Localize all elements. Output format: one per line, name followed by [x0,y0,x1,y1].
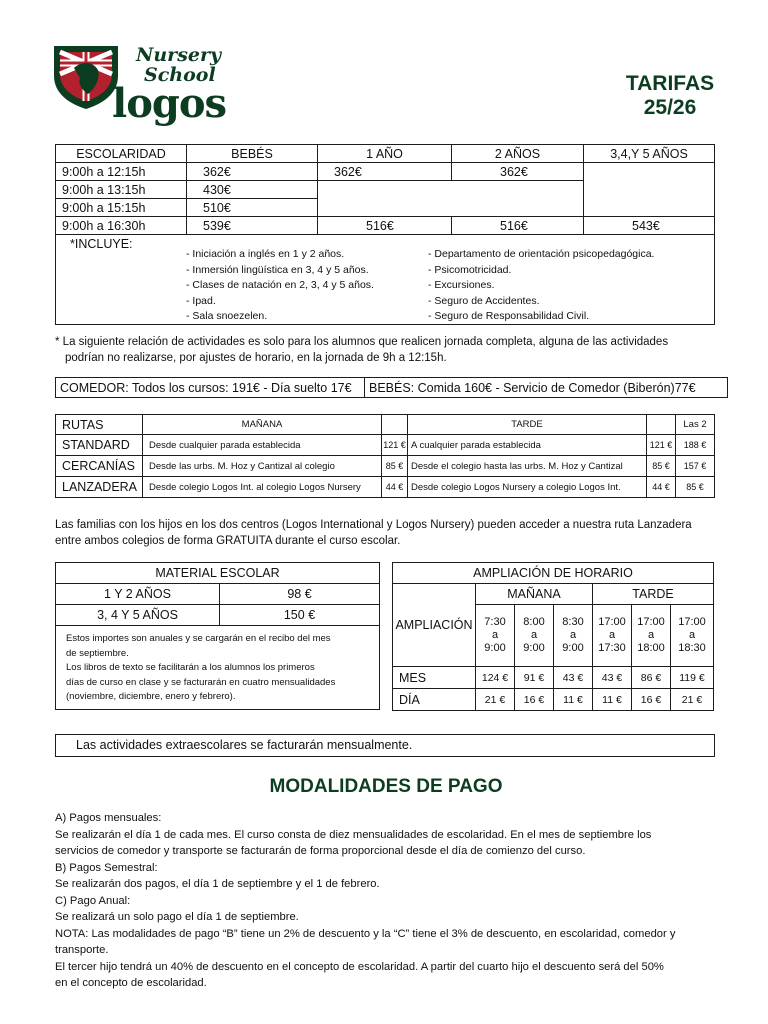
tuition-price: 516€ [452,217,584,235]
include-item: - Departamento de orientación psicopedagógica. [428,248,655,260]
logo [52,44,227,134]
slot-from: 17:00 [598,616,626,628]
slot-from: 17:00 [678,616,706,628]
material-title: MATERIAL ESCOLAR [56,563,380,584]
note-line1: * La siguiente relación de actividades es solo para los alumnos que realicen jornada completa, alguna de las actividades [55,336,669,348]
payment-b-text: Se realizarán dos pagos, el día 1 de septiembre y el 1 de febrero. [55,878,380,890]
brand-line1: Nursery [136,44,222,66]
mes-price: 43 € [554,667,593,689]
routes-header-manana: MAÑANA [143,415,382,435]
route-price: 157 € [676,456,715,477]
route-name: CERCANÍAS [56,456,143,477]
title-line2: 25/26 [643,96,697,119]
slot-from: 8:30 [562,616,584,628]
tuition-price: 516€ [318,217,452,235]
slot-to: 9:00 [562,642,584,654]
includes-box [56,235,715,325]
material-note-line: de septiembre. [66,647,129,659]
routes-header-empty [647,415,676,435]
route-name: STANDARD [56,435,143,456]
slot-to: 17:30 [598,642,626,654]
title-line1: TARIFAS [625,72,715,95]
ampliacion-tarde: TARDE [593,584,714,605]
tuition-header: 3,4,Y 5 AÑOS [584,145,715,163]
mes-label: MES [393,667,476,689]
slot-to: 9:00 [484,642,506,654]
includes-right [428,247,654,325]
dia-price: 11 € [554,689,593,711]
route-price: 121 € [647,435,676,456]
payment-nota1: NOTA: Las modalidades de pago “B” tiene un 2% de descuento y la “C” tiene el 3% de descuento, en escolaridad, comedor y [55,927,676,940]
payment-tercer2: en el concepto de escolaridad. [55,977,207,989]
payment-title: MODALIDADES DE PAGO [269,776,503,797]
slot-to: 18:00 [637,642,665,654]
mes-price: 91 € [515,667,554,689]
mes-price: 119 € [671,667,714,689]
tuition-empty [584,163,715,217]
slot-cell [554,605,593,667]
payment-b-title: B) Pagos Semestral: [55,861,158,874]
tuition-schedule: 9:00h a 13:15h [56,181,187,199]
include-item: - Seguro de Responsabilidad Civil. [428,310,590,322]
slot-a: a [608,629,616,641]
logo-shield-icon [52,44,120,110]
tuition-price: 510€ [187,199,318,217]
tuition-header: BEBÉS [187,145,318,163]
dia-price: 11 € [593,689,632,711]
route-tarde: Desde el colegio hasta las urbs. M. Hoz y Cantizal [408,456,647,477]
extra-text: Las actividades extraescolares se facturarán mensualmente. [76,738,413,752]
tuition-schedule: 9:00h a 12:15h [56,163,187,181]
material-label: 3, 4 Y 5 AÑOS [56,605,220,626]
route-price: 85 € [647,456,676,477]
payment-a-title: A) Pagos mensuales: [55,812,162,824]
include-item: - Clases de natación en 2, 3, 4 y 5 años. [186,279,374,291]
extra-box [55,734,715,757]
activities-note [55,334,725,366]
material-price: 150 € [220,605,380,626]
route-price: 85 € [382,456,408,477]
material-note-line: (noviembre, diciembre, enero y febrero). [66,691,236,702]
route-manana: Desde las urbs. M. Hoz y Cantizal al colegio [143,456,382,477]
tuition-empty [318,181,584,217]
include-item: - Seguro de Accidentes. [428,294,540,307]
comedor-right: BEBÉS: Comida 160€ - Servicio de Comedor (Biberón)77€ [365,378,728,398]
include-item: - Inmersión lingüística en 3, 4 y 5 años. [186,263,369,276]
slot-a: a [688,629,696,641]
route-price: 44 € [382,477,408,498]
slot-cell [593,605,632,667]
include-item: - Ipad. [186,294,216,307]
tuition-schedule: 9:00h a 15:15h [56,199,187,217]
route-manana: Desde cualquier parada establecida [143,435,382,456]
slot-to: 18:30 [678,642,706,654]
tuition-header: 2 AÑOS [452,145,584,163]
material-note-line: Los libros de texto se facilitarán a los alumnos los primeros [66,662,315,673]
include-item: - Iniciación a inglés en 1 y 2 años. [186,248,345,260]
slot-cell [671,605,714,667]
include-item: - Psicomotricidad. [428,263,512,276]
tuition-price: 362€ [318,163,452,181]
routes-header-las2: Las 2 [676,415,715,435]
dia-price: 21 € [671,689,714,711]
payment-text [55,810,725,992]
include-item: - Excursiones. [428,279,495,291]
ampliacion-table [392,562,714,711]
mes-price: 124 € [476,667,515,689]
mes-price: 86 € [632,667,671,689]
tuition-header: 1 AÑO [318,145,452,163]
dia-price: 16 € [632,689,671,711]
ampliacion-manana: MAÑANA [476,584,593,605]
routes-header-tarde: TARDE [408,415,647,435]
include-item: - Sala snoezelen. [186,310,268,322]
route-tarde: A cualquier parada establecida [408,435,647,456]
route-tarde: Desde colegio Logos Nursery a colegio Logos Int. [408,477,647,498]
dia-price: 21 € [476,689,515,711]
route-price: 44 € [647,477,676,498]
tuition-price: 362€ [452,163,584,181]
payment-nota2: transporte. [55,944,109,956]
slot-cell [476,605,515,667]
includes-label: *INCLUYE: [70,237,133,251]
material-table [55,562,380,710]
payment-tercer1: El tercer hijo tendrá un 40% de descuento en el concepto de escolaridad. A partir del cuarto hijo el descuento será del 50% [55,960,664,973]
material-note-line: Estos importes son anuales y se cargarán en el recibo del mes [66,633,331,644]
route-manana: Desde colegio Logos Int. al colegio Logos Nursery [143,477,382,498]
note-line2: podrían no realizarse, por ajustes de horario, en la jornada de 9h a 12:15h. [65,352,447,364]
material-note [56,626,380,710]
slot-from: 8:00 [523,616,545,628]
ampliacion-title: AMPLIACIÓN DE HORARIO [393,563,714,584]
tuition-price: 362€ [187,163,318,181]
comedor-table [55,377,728,398]
routes-header-empty [382,415,408,435]
families-line2: entre ambos colegios de forma GRATUITA durante el curso escolar. [55,535,401,547]
slot-a: a [530,629,538,641]
tuition-header: ESCOLARIDAD [56,145,187,163]
payment-c-title: C) Pago Anual: [55,894,131,907]
tuition-price: 539€ [187,217,318,235]
material-price: 98 € [220,584,380,605]
material-label: 1 Y 2 AÑOS [56,584,220,605]
slot-from: 17:00 [637,616,665,628]
routes-table [55,414,715,498]
slot-a: a [647,629,655,641]
material-note-line: días de curso en clase y se facturarán en cuatro mensualidades [66,676,336,688]
slot-to: 9:00 [523,642,545,654]
routes-header-rutas: RUTAS [56,415,143,435]
tuition-price: 543€ [584,217,715,235]
comedor-left: COMEDOR: Todos los cursos: 191€ - Día suelto 17€ [56,378,365,398]
mes-price: 43 € [593,667,632,689]
route-price: 188 € [676,435,715,456]
includes-left [186,247,374,325]
families-line1: Las familias con los hijos en los dos centros (Logos International y Logos Nursery) pueden acceder a nuestra ruta Lanzadera [55,519,692,531]
tuition-table [55,144,715,325]
dia-price: 16 € [515,689,554,711]
route-name: LANZADERA [56,477,143,498]
dia-label: DÍA [393,689,476,711]
route-price: 121 € [382,435,408,456]
payment-a-text2: servicios de comedor y transporte se facturarán de forma proporcional desde el día de comienzo del curso. [55,845,586,857]
payment-a-text1: Se realizarán el día 1 de cada mes. El curso consta de diez mensualidades de escolaridad. En el mes de septiembre los [55,828,652,841]
slot-from: 7:30 [484,616,506,628]
ampliacion-label: AMPLIACIÓN [393,584,476,667]
brand-line3: logos [112,80,227,127]
slot-a: a [491,629,499,641]
slot-cell [515,605,554,667]
route-price: 85 € [676,477,715,498]
payment-c-text: Se realizará un solo pago el día 1 de septiembre. [55,911,299,923]
slot-cell [632,605,671,667]
brand-line2: School [144,64,216,86]
tuition-schedule: 9:00h a 16:30h [56,217,187,235]
slot-a: a [569,629,577,641]
page-title [620,72,720,120]
tuition-price: 430€ [187,181,318,199]
families-note [55,517,735,549]
